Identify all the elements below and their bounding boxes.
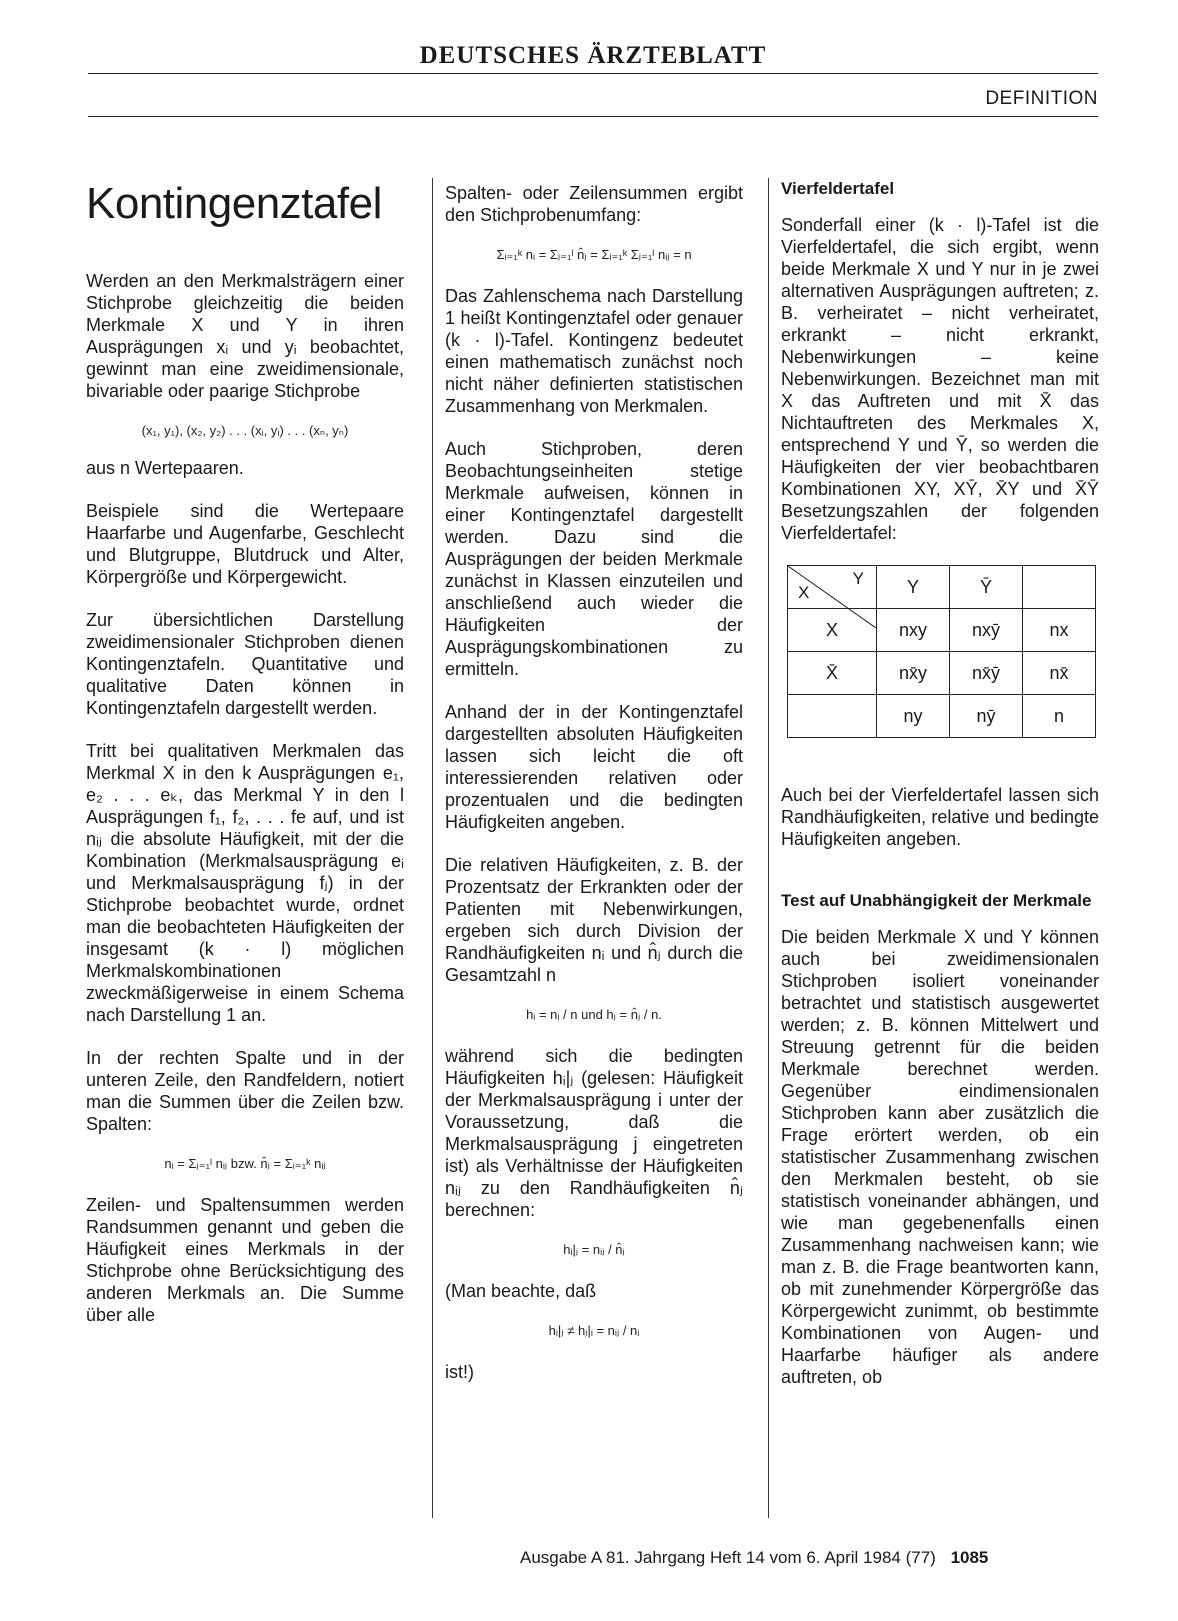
page-footer <box>520 1548 988 1568</box>
masthead-rule <box>88 73 1098 74</box>
article-title: Kontingenztafel <box>86 179 382 228</box>
formula-relative-frequencies: hᵢ = nᵢ / n und hⱼ = n̂ⱼ / n. <box>526 1007 662 1022</box>
column-3 <box>768 178 1099 1518</box>
paragraph: Anhand der in der Kontingenztafel dargestellten absoluten Häufigkeiten lassen sich leicht die oft interessierenden relativen oder prozentualen und die bedingten Häufigkeiten angeben. <box>445 702 743 832</box>
paragraph: Das Zahlenschema nach Darstellung 1 heißt Kontingenztafel oder genauer (k · l)-Tafel. Kontingenz bedeutet einen mathematisch zunächst noch nicht näher definierten statistischen Zusammenhang von Merkmalen. <box>445 286 743 416</box>
paragraph: Auch bei der Vierfeldertafel lassen sich Randhäufigkeiten, relative und bedingte Häufigkeiten angeben. <box>781 785 1099 849</box>
table-header-cell: Y <box>877 566 950 609</box>
page-number: 1085 <box>950 1548 989 1567</box>
paragraph: (Man beachte, daß <box>445 1281 597 1301</box>
table-cell: n <box>1023 695 1096 738</box>
table-corner-cell <box>788 566 877 609</box>
formula-sample-pairs: (x₁, y₁), (x₂, y₂) . . . (xᵢ, yᵢ) . . . (xₙ, yₙ) <box>141 423 349 438</box>
paragraph: Zeilen- und Spaltensummen werden Randsummen genannt und geben die Häufigkeit eines Merkmals in der Stichprobe ohne Berücksichtigung des anderen Merkmals an. Die Summe über alle <box>86 1195 404 1325</box>
column-2 <box>432 178 743 1518</box>
section-rule <box>88 116 1098 117</box>
paragraph: Auch Stichproben, deren Beobachtungseinheiten stetige Merkmale aufweisen, können in einer Kontingenztafel dargestellt werden. Dazu sind die Ausprägungen der beiden Merkmale zunächst in Klassen einzuteilen und anschließend auch wieder die Häufigkeiten der Ausprägungskombinationen zu ermitteln. <box>445 439 743 679</box>
table-cell: nxy <box>877 609 950 652</box>
table-cell: nx̄ <box>1023 652 1096 695</box>
subheading: Test auf Unabhängigkeit der Merkmale <box>781 891 1092 910</box>
table-row <box>788 566 1096 609</box>
section-label: DEFINITION <box>985 88 1098 109</box>
paragraph: aus n Wertepaaren. <box>86 458 244 478</box>
issue-info: Ausgabe A 81. Jahrgang Heft 14 vom 6. April 1984 (77) <box>520 1548 936 1567</box>
paragraph: Werden an den Merkmalsträgern einer Stichprobe gleichzeitig die beiden Merkmale X und Y in ihren Ausprägungen xᵢ und yᵢ beobachtet, gewinnt man eine zweidimensionale, bivariable oder paarige Stichprobe <box>86 271 404 401</box>
masthead: DEUTSCHES ÄRZTEBLATT <box>419 42 767 69</box>
table-header-cell: Ȳ <box>950 566 1023 609</box>
table-row-label <box>788 695 877 738</box>
paragraph: Beispiele sind die Wertepaare Haarfarbe und Augenfarbe, Geschlecht und Blutgruppe, Blutdruck und Alter, Körpergröße und Körpergewicht. <box>86 501 404 587</box>
table-cell: nxȳ <box>950 609 1023 652</box>
fourfold-table <box>787 565 1096 738</box>
table-cell: nȳ <box>950 695 1023 738</box>
corner-label-y: Y <box>852 569 864 588</box>
paragraph: ist!) <box>445 1362 474 1382</box>
subheading: Vierfeldertafel <box>781 179 895 198</box>
formula-conditional-frequency: hᵢ|ⱼ = nᵢⱼ / n̂ⱼ <box>563 1242 625 1257</box>
formula-sample-size: Σᵢ₌₁ᵏ nᵢ = Σⱼ₌₁ˡ n̂ⱼ = Σᵢ₌₁ᵏ Σⱼ₌₁ˡ nᵢⱼ = n <box>496 247 692 262</box>
table-cell: nx̄y <box>877 652 950 695</box>
paragraph: In der rechten Spalte und in der unteren Zeile, den Randfeldern, notiert man die Summen über die Zeilen bzw. Spalten: <box>86 1048 404 1134</box>
formula-marginal-sums: nᵢ = Σⱼ₌₁ˡ nᵢⱼ bzw. n̂ⱼ = Σᵢ₌₁ᵏ nᵢⱼ <box>164 1156 326 1171</box>
column-1 <box>86 178 404 1347</box>
paragraph: Zur übersichtlichen Darstellung zweidimensionaler Stichproben dienen Kontingenztafeln. Quantitative und qualitative Daten können in Kontingenztafeln dargestellt werden. <box>86 610 404 718</box>
table-row <box>788 652 1096 695</box>
paragraph: während sich die bedingten Häufigkeiten hᵢ|ⱼ (gelesen: Häufigkeit der Merkmalsausprägung i unter der Voraussetzung, daß die Merkmalsausprägung j eingetreten ist) als Verhältnisse der Häufigkeiten nᵢⱼ zu den Randhäufigkeiten n̂ⱼ berechnen: <box>445 1046 743 1220</box>
table-row-label: X̄ <box>788 652 877 695</box>
table-cell: nx̄ȳ <box>950 652 1023 695</box>
table-row <box>788 695 1096 738</box>
table-cell: ny <box>877 695 950 738</box>
paragraph: Spalten- oder Zeilensummen ergibt den Stichprobenumfang: <box>445 183 743 225</box>
paragraph: Die relativen Häufigkeiten, z. B. der Prozentsatz der Erkrankten oder der Patienten mit Nebenwirkungen, ergeben sich durch Division der Randhäufigkeiten nᵢ und n̂ⱼ durch die Gesamtzahl n <box>445 855 743 985</box>
paragraph: Tritt bei qualitativen Merkmalen das Merkmal X in den k Ausprägungen e₁, e₂ . . . eₖ, das Merkmal Y in den l Ausprägungen f₁, f₂, . . . fe auf, und ist nᵢⱼ die absolute Häufigkeit, mit der die Kombination (Merkmalsausprägung eᵢ und Merkmalsausprägung fⱼ) in der Stichprobe beobachtet wurde, ordnet man die beobachteten Häufigkeiten der insgesamt (k · l) möglichen Merkmalskombinationen zweckmäßigerweise in einem Schema nach Darstellung 1 an. <box>86 741 404 1025</box>
table-row-label: X <box>788 609 877 652</box>
formula-inequality: hᵢ|ⱼ ≠ hⱼ|ᵢ = nᵢⱼ / nᵢ <box>548 1323 640 1338</box>
table-cell: nx <box>1023 609 1096 652</box>
paragraph: Sonderfall einer (k · l)-Tafel ist die Vierfeldertafel, die sich ergibt, wenn beide Merkmale X und Y nur in je zwei alternativen Ausprägungen auftreten; z. B. verheiratet – nicht verheiratet, erkrankt – nicht erkrankt, Nebenwirkungen – keine Nebenwirkungen. Bezeichnet man mit X das Auftreten und mit X̄ das Nichtauftreten des Merkmales X, entsprechend Y und Ȳ, so werden die Häufigkeiten der vier beobachtbaren Kombinationen XY, XȲ, X̄Y und X̄Ȳ Besetzungszahlen der folgenden Vierfeldertafel: <box>781 215 1099 543</box>
paragraph: Die beiden Merkmale X und Y können auch bei zweidimensionalen Stichproben isoliert voneinander betrachtet und statistisch ausgewertet werden; z. B. können Mittelwert und Streuung getrennt für die beiden Merkmale berechnet werden. Gegenüber eindimensionalen Stichproben kann aber zusätzlich die Frage erörtert werden, ob ein statistischer Zusammenhang zwischen den Merkmalen besteht, ob sie statistisch voneinander abhängen, und wie man gegebenenfalls einen Zusammenhang nachweisen kann; wie man z. B. die Frage beantworten kann, ob mit zunehmender Körpergröße das Körpergewicht zunimmt, ob bestimmte Kombinationen von Augen- und Haarfarbe häufiger als andere auftreten, ob <box>781 927 1099 1387</box>
table-header-cell <box>1023 566 1096 609</box>
corner-label-x: X <box>798 583 810 602</box>
